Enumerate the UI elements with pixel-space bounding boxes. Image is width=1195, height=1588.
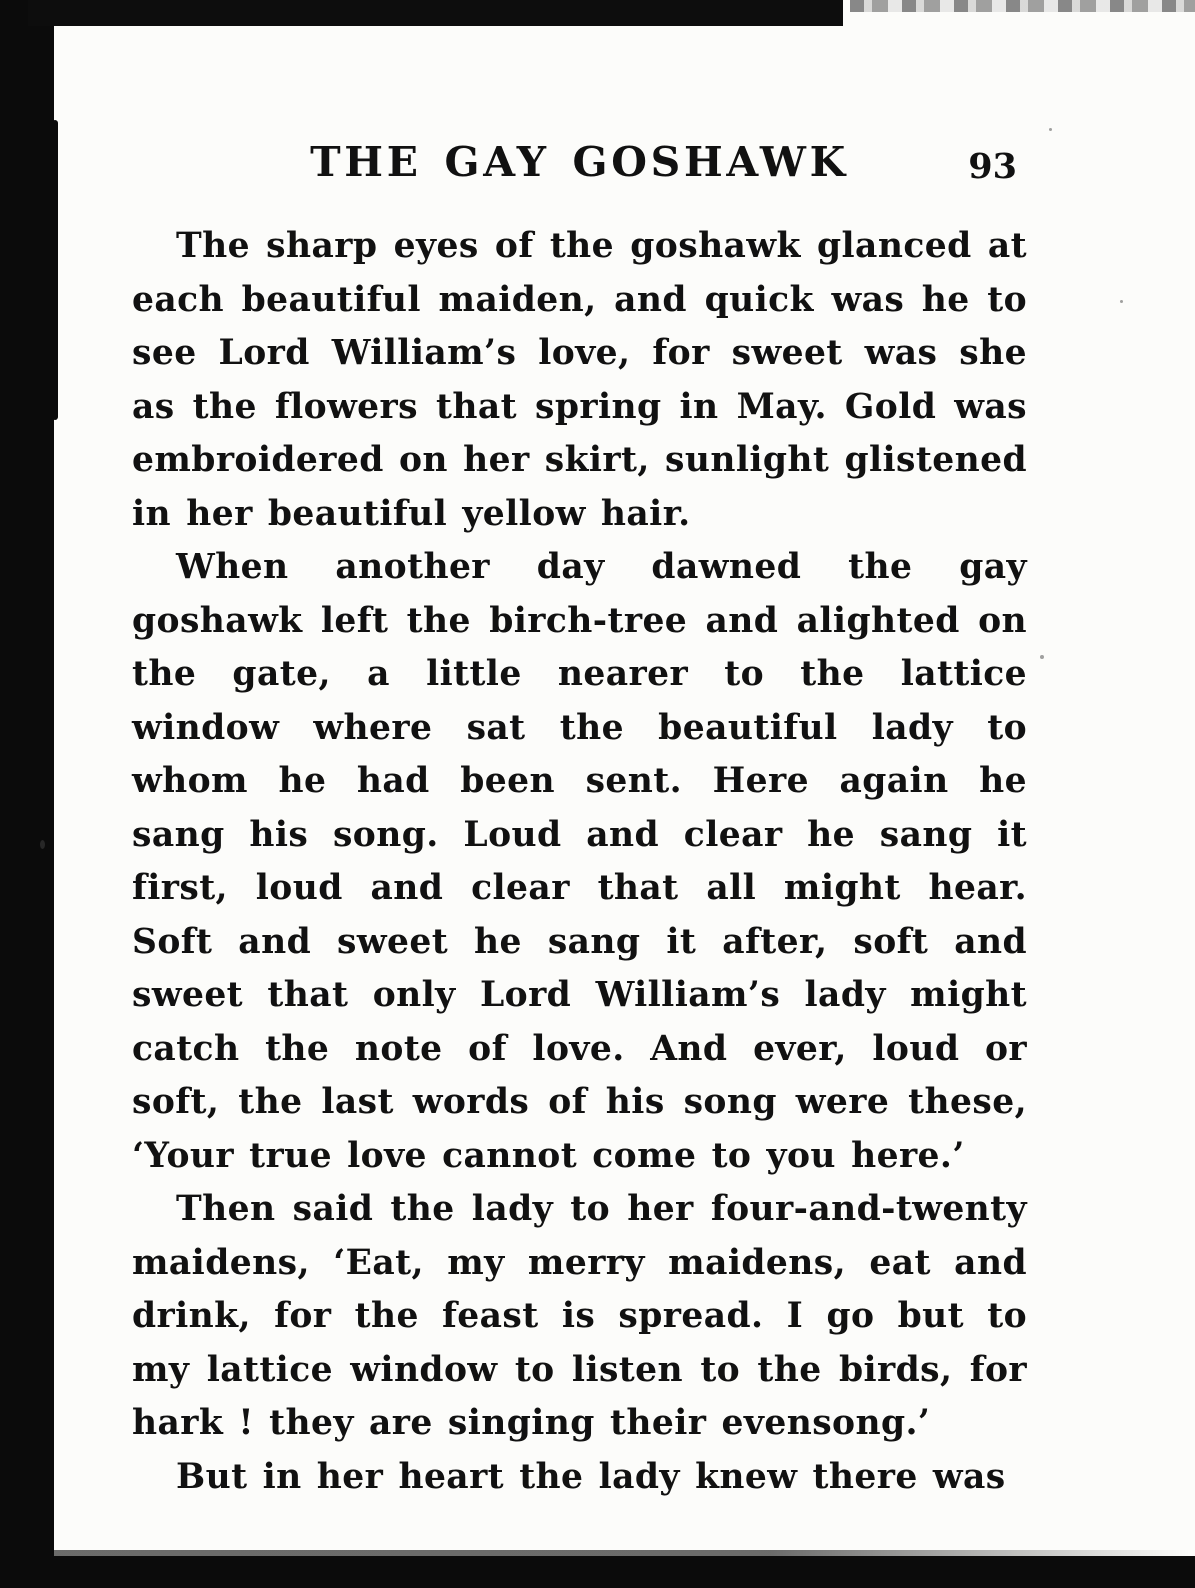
page-title: THE GAY GOSHAWK bbox=[310, 138, 849, 186]
paragraph: When another day dawned the gay goshawk left the birch-tree and alighted on the gate, a little nearer to the lattice window where sat the beautiful lady to whom he had been sent. Here again he sang his song. Loud and clear he sang it first, loud and clear that all might hear. Soft and sweet he sang it after, soft and sweet that only Lord William’s lady might catch the note of love. And ever, loud or soft, the last words of his song were these, ‘Your true love cannot come to you here.’ bbox=[132, 547, 1027, 1176]
page-number: 93 bbox=[968, 146, 1017, 187]
scan-edge-left bbox=[0, 0, 54, 1588]
scan-edge-top-noise bbox=[850, 0, 1195, 12]
body-text bbox=[132, 220, 1027, 1504]
paragraph: The sharp eyes of the goshawk glanced at each beautiful maiden, and quick was he to see Lord William’s love, for sweet was she as the flowers that spring in May. Gold was embroidered on her skirt, sunlight glistened in her beautiful yellow hair. bbox=[132, 226, 1027, 534]
scan-speck bbox=[40, 840, 45, 849]
scan-speck bbox=[1120, 300, 1123, 303]
paragraph: But in her heart the lady knew there was bbox=[176, 1456, 1006, 1497]
page-header bbox=[132, 138, 1027, 202]
page-text-block bbox=[132, 138, 1027, 1504]
scan-edge-top bbox=[28, 0, 843, 26]
paragraph: Then said the lady to her four-and-twenty maidens, ‘Eat, my merry maidens, eat and drink, for the feast is spread. I go but to my lattice window to listen to the birds, for hark ! they are singing their evensong.’ bbox=[132, 1189, 1027, 1443]
scan-speck bbox=[1040, 655, 1044, 659]
scan-edge-bottom bbox=[0, 1556, 1195, 1588]
scan-speck bbox=[1049, 128, 1052, 131]
